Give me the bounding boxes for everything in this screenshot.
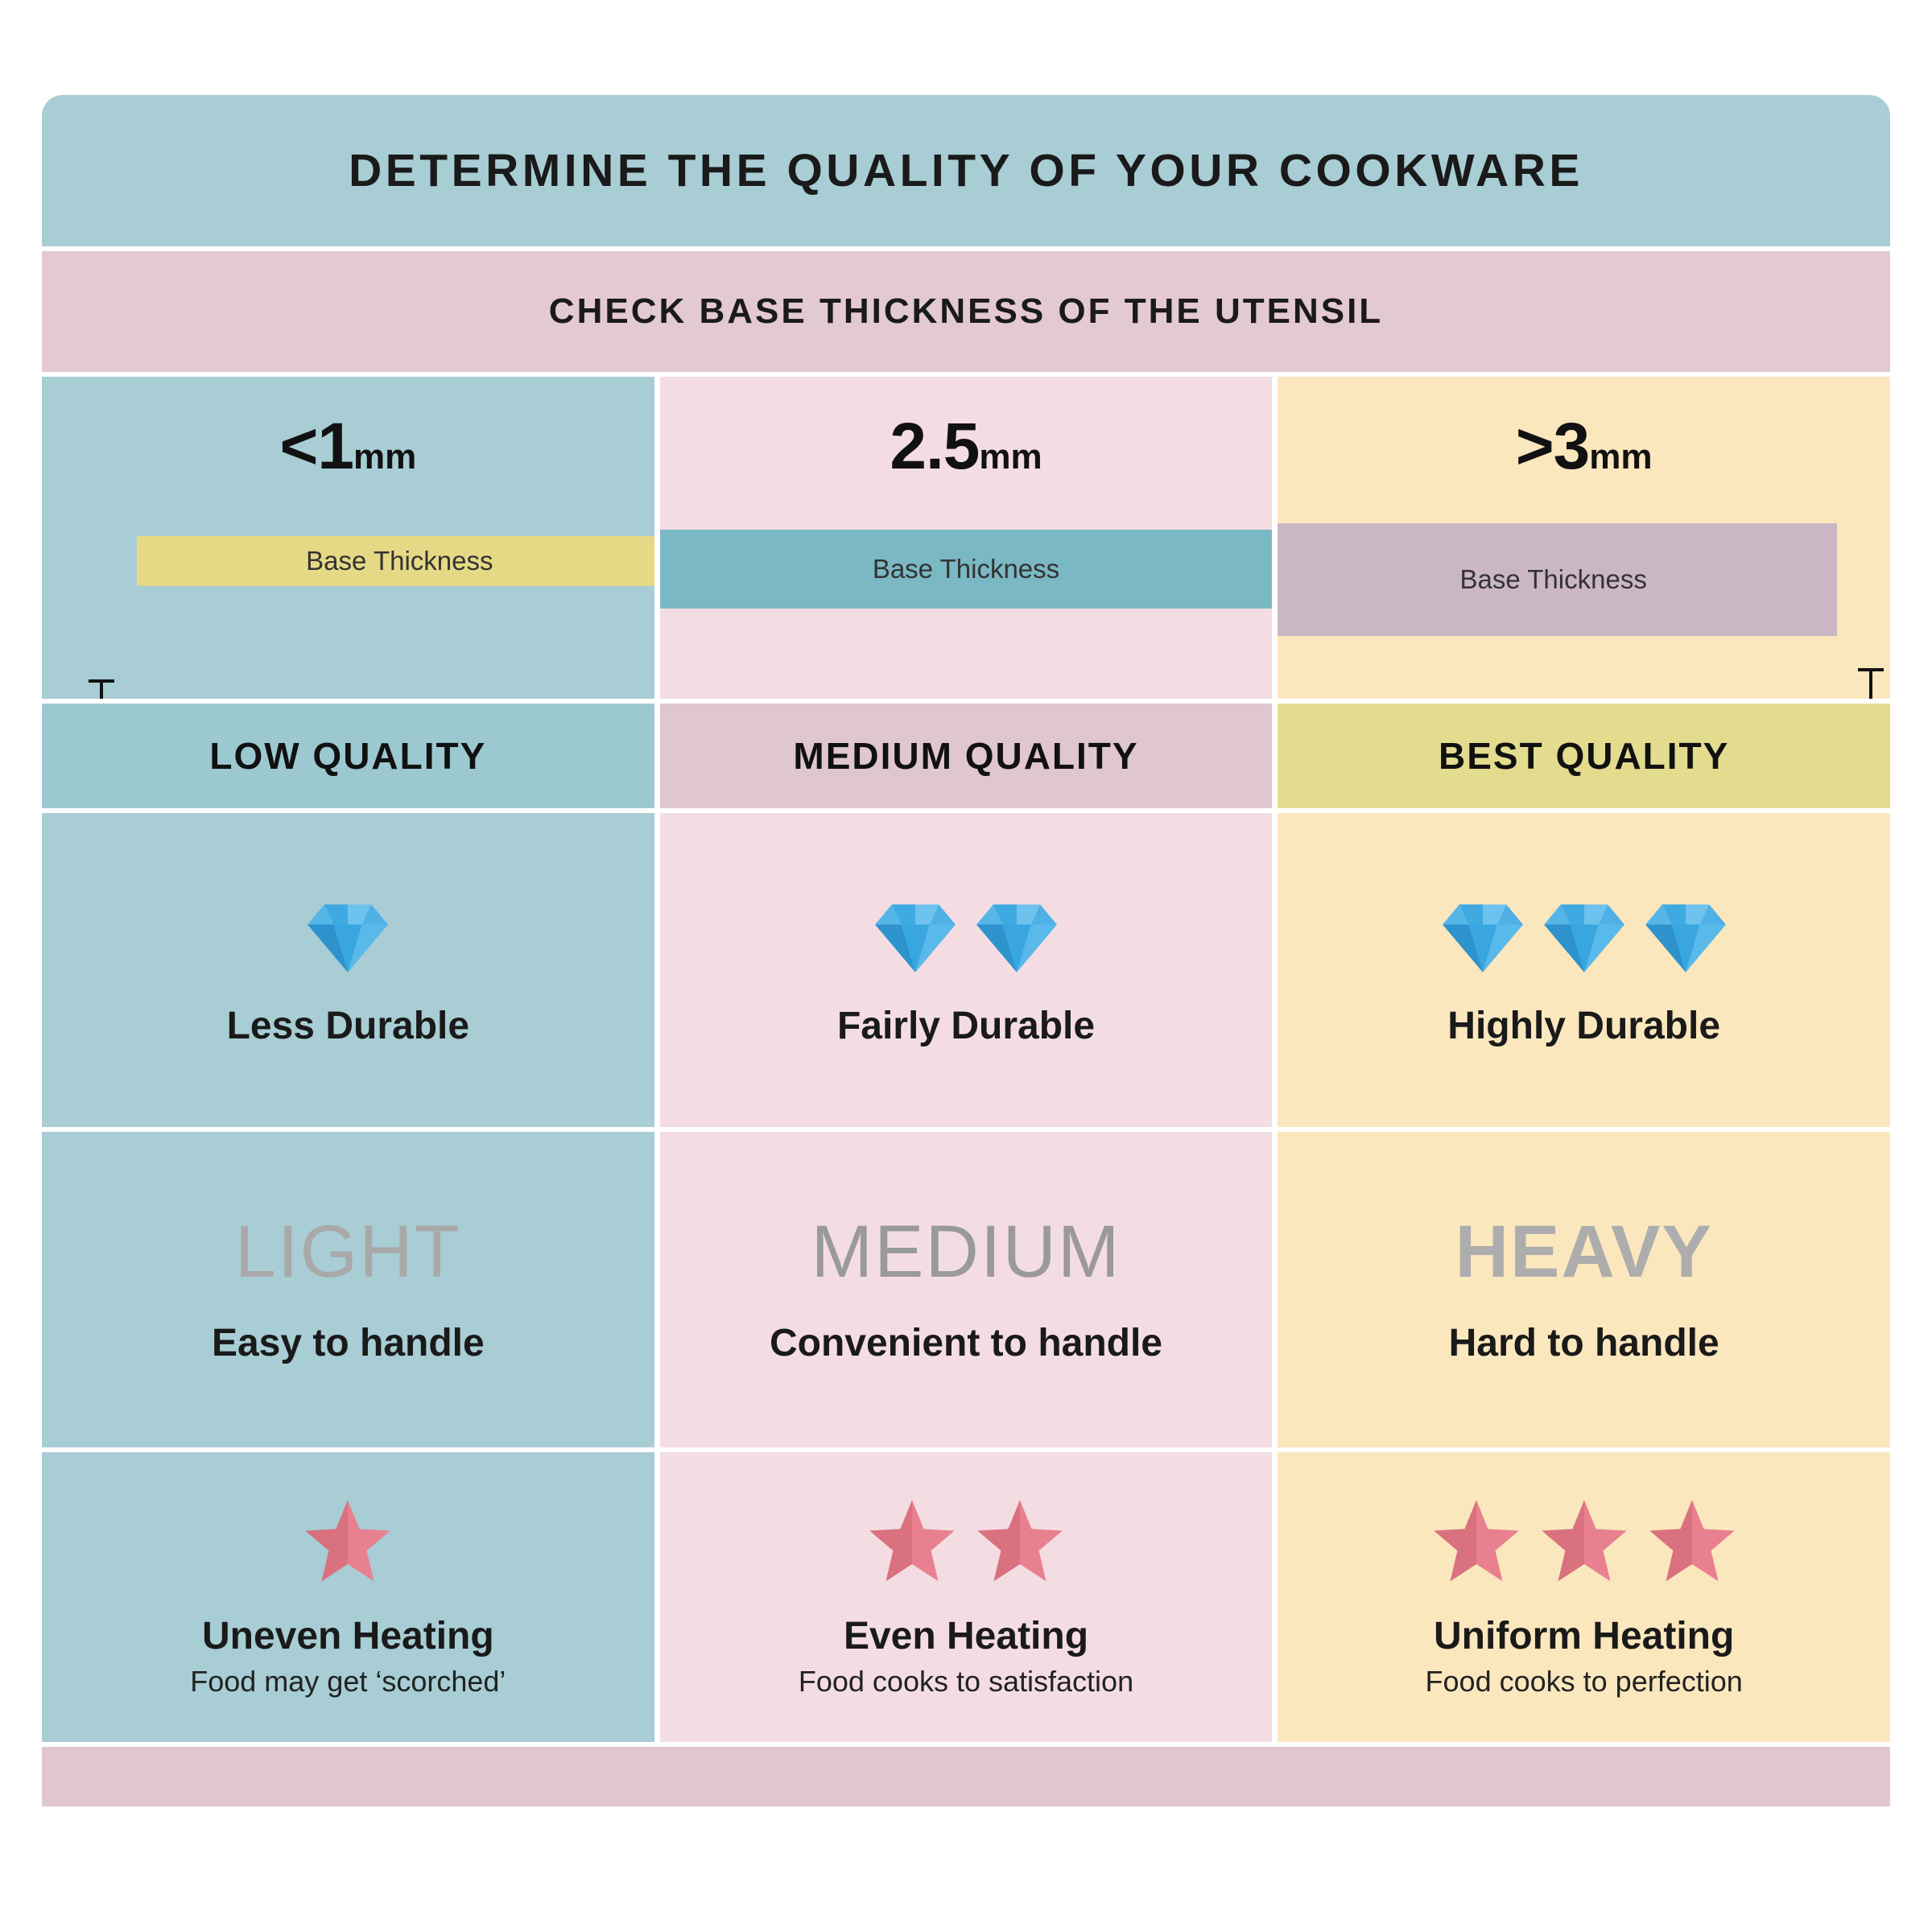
heating-title-low: Uneven Heating bbox=[201, 1614, 494, 1657]
heating-rating-low bbox=[303, 1496, 393, 1587]
thickness-unit-best: mm bbox=[1589, 437, 1653, 477]
diamond-icon bbox=[1542, 893, 1626, 976]
header-title-bar bbox=[42, 95, 1890, 246]
durability-rating-low bbox=[306, 893, 390, 976]
row-weight bbox=[42, 1132, 1890, 1447]
diamond-icon bbox=[975, 893, 1059, 976]
row-base-thickness bbox=[42, 377, 1890, 699]
row-durability bbox=[42, 813, 1890, 1127]
thickness-bar-wrap-low bbox=[42, 522, 654, 658]
thickness-unit-low: mm bbox=[353, 437, 417, 477]
durability-cell-low bbox=[42, 813, 654, 1127]
handle-label-best: Hard to handle bbox=[1448, 1321, 1719, 1364]
durability-rating-best bbox=[1441, 893, 1728, 976]
heating-cell-medium bbox=[660, 1452, 1273, 1742]
thickness-number-medium: 2.5 bbox=[890, 410, 980, 483]
thickness-bar-wrap-medium bbox=[660, 522, 1273, 658]
heating-sub-best: Food cooks to perfection bbox=[1425, 1664, 1743, 1698]
quality-cell-low bbox=[42, 704, 654, 808]
thickness-cell-low bbox=[42, 377, 654, 699]
star-icon bbox=[303, 1496, 393, 1587]
star-icon bbox=[975, 1496, 1065, 1587]
heating-cell-best bbox=[1278, 1452, 1890, 1742]
heating-title-best: Uniform Heating bbox=[1433, 1614, 1735, 1657]
quality-cell-medium bbox=[660, 704, 1273, 808]
star-icon bbox=[1647, 1496, 1737, 1587]
heating-rating-best bbox=[1431, 1496, 1737, 1587]
header-subtitle-bar bbox=[42, 251, 1890, 372]
weight-word-low: LIGHT bbox=[234, 1210, 461, 1293]
thickness-value-best bbox=[1278, 410, 1890, 483]
durability-cell-best bbox=[1278, 813, 1890, 1127]
heating-cell-low bbox=[42, 1452, 654, 1742]
row-quality-labels bbox=[42, 704, 1890, 808]
handle-label-low: Easy to handle bbox=[211, 1321, 485, 1364]
weight-cell-medium bbox=[660, 1132, 1273, 1447]
base-thickness-bar-label-low: Base Thickness bbox=[306, 546, 493, 576]
quality-cell-best bbox=[1278, 704, 1890, 808]
weight-cell-low bbox=[42, 1132, 654, 1447]
base-thickness-bar-label-medium: Base Thickness bbox=[872, 554, 1060, 584]
heating-title-medium: Even Heating bbox=[843, 1614, 1089, 1657]
weight-word-best: HEAVY bbox=[1455, 1210, 1713, 1293]
base-thickness-bar-best bbox=[1278, 523, 1837, 636]
weight-cell-best bbox=[1278, 1132, 1890, 1447]
thickness-number-best: >3 bbox=[1515, 410, 1590, 483]
caliper-icon-left bbox=[100, 679, 103, 699]
caliper-icon-right bbox=[1869, 668, 1872, 699]
durability-label-low: Less Durable bbox=[226, 1004, 470, 1047]
star-icon bbox=[1539, 1496, 1629, 1587]
durability-label-medium: Fairly Durable bbox=[836, 1004, 1096, 1047]
durability-rating-medium bbox=[873, 893, 1059, 976]
quality-label-best: BEST QUALITY bbox=[1438, 735, 1730, 777]
durability-cell-medium bbox=[660, 813, 1273, 1127]
diamond-icon bbox=[306, 893, 390, 976]
footer-bar bbox=[42, 1747, 1890, 1806]
base-thickness-bar-low bbox=[137, 536, 654, 586]
heating-rating-medium bbox=[867, 1496, 1065, 1587]
durability-label-best: Highly Durable bbox=[1447, 1004, 1721, 1047]
heating-sub-medium: Food cooks to satisfaction bbox=[798, 1664, 1134, 1698]
diamond-icon bbox=[1644, 893, 1728, 976]
handle-label-medium: Convenient to handle bbox=[769, 1321, 1162, 1364]
thickness-number-low: <1 bbox=[279, 410, 353, 483]
cookware-quality-infographic bbox=[42, 95, 1890, 1858]
thickness-unit-medium: mm bbox=[979, 437, 1042, 477]
base-thickness-bar-medium bbox=[660, 530, 1273, 609]
thickness-value-medium bbox=[660, 410, 1273, 483]
heating-sub-low: Food may get ‘scorched’ bbox=[190, 1664, 506, 1698]
weight-word-medium: MEDIUM bbox=[811, 1210, 1121, 1293]
star-icon bbox=[1431, 1496, 1521, 1587]
row-heating bbox=[42, 1452, 1890, 1742]
thickness-value-low bbox=[42, 410, 654, 483]
diamond-icon bbox=[873, 893, 957, 976]
thickness-cell-best bbox=[1278, 377, 1890, 699]
quality-label-medium: MEDIUM QUALITY bbox=[793, 735, 1139, 777]
page-title: DETERMINE THE QUALITY OF YOUR COOKWARE bbox=[349, 145, 1583, 196]
page-subtitle: CHECK BASE THICKNESS OF THE UTENSIL bbox=[548, 291, 1384, 331]
thickness-cell-medium bbox=[660, 377, 1273, 699]
thickness-bar-wrap-best bbox=[1278, 522, 1890, 658]
quality-label-low: LOW QUALITY bbox=[209, 735, 487, 777]
diamond-icon bbox=[1441, 893, 1525, 976]
base-thickness-bar-label-best: Base Thickness bbox=[1459, 564, 1647, 594]
star-icon bbox=[867, 1496, 957, 1587]
